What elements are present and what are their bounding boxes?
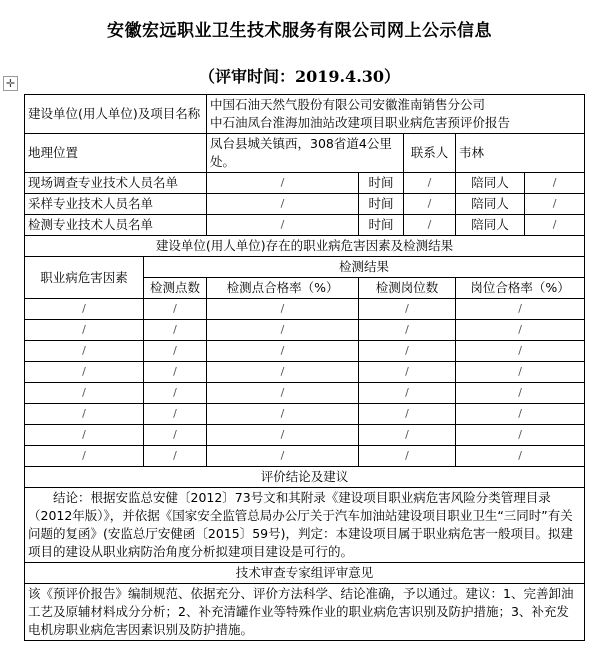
staff-row [25, 173, 585, 194]
results-header-row [25, 257, 585, 278]
contact-value: 韦林 [456, 134, 585, 173]
conclusion-section-row [25, 467, 585, 488]
table-cell: / [144, 383, 207, 404]
unit-value-line2: 中石油凤台淮海加油站改建项目职业病危害预评价报告 [210, 115, 511, 130]
staff-value: / [207, 215, 359, 236]
table-cell: / [207, 446, 359, 467]
info-table [24, 94, 585, 641]
table-cell: / [456, 446, 585, 467]
table-cell: / [207, 362, 359, 383]
table-row [25, 446, 585, 467]
location-label: 地理位置 [25, 134, 207, 173]
time-label: 时间 [359, 215, 404, 236]
table-cell: / [25, 299, 144, 320]
table-row [25, 425, 585, 446]
table-cell: / [359, 299, 456, 320]
table-cell: / [25, 425, 144, 446]
conclusion-section-title: 评价结论及建议 [25, 467, 585, 488]
companion-value: / [525, 194, 585, 215]
factor-header: 职业病危害因素 [25, 257, 144, 299]
companion-label: 陪同人 [456, 173, 525, 194]
table-cell: / [144, 425, 207, 446]
table-cell: / [207, 320, 359, 341]
table-cell: / [359, 341, 456, 362]
companion-label: 陪同人 [456, 215, 525, 236]
table-cell: / [207, 341, 359, 362]
table-cell: / [207, 404, 359, 425]
conclusion-text: 结论：根据安监总安健〔2012〕73号文和其附录《建设项目职业病危害风险分类管理目录（2012年版）》，并依据《国家安全监管总局办公厅关于汽车加油站建设项目职业卫生“三同时”有关问题的复函》(安监总厅安健函〔2015〕59号)，判定：本建设项目属于职业病危害一般项目。拟建项目的建设从职业病防治角度分析拟建项目建设是可行的。 [25, 488, 585, 563]
table-cell: / [144, 362, 207, 383]
conclusion-row [25, 488, 585, 563]
staff-value: / [207, 194, 359, 215]
column-header: 检测点合格率（%） [207, 278, 359, 299]
time-value: / [404, 194, 456, 215]
companion-label: 陪同人 [456, 194, 525, 215]
table-cell: / [25, 446, 144, 467]
table-cell: / [144, 320, 207, 341]
table-cell: / [456, 299, 585, 320]
table-row [25, 404, 585, 425]
table-cell: / [456, 362, 585, 383]
table-cell: / [456, 341, 585, 362]
table-cell: / [144, 446, 207, 467]
results-section-row [25, 236, 585, 257]
table-row [25, 320, 585, 341]
table-cell: / [207, 425, 359, 446]
unit-value-line1: 中国石油天然气股份有限公司安徽淮南销售分公司 [210, 97, 486, 112]
table-cell: / [456, 320, 585, 341]
unit-label: 建设单位(用人单位)及项目名称 [25, 95, 207, 134]
location-value: 凤台县城关镇西，308省道4公里处。 [207, 134, 404, 173]
staff-label: 现场调查专业技术人员名单 [25, 173, 207, 194]
staff-label: 检测专业技术人员名单 [25, 215, 207, 236]
staff-row [25, 194, 585, 215]
table-row [25, 341, 585, 362]
table-cell: / [359, 425, 456, 446]
table-cell: / [144, 299, 207, 320]
table-cell: / [25, 341, 144, 362]
table-cell: / [359, 446, 456, 467]
companion-value: / [525, 173, 585, 194]
table-row [25, 383, 585, 404]
review-text: 该《预评价报告》编制规范、依据充分、评价方法科学、结论准确，予以通过。建议：1、完善卸油工艺及原辅材料成分分析；2、补充清罐作业等特殊作业的职业病危害识别及防护措施；3、补充发电机房职业病危害因素识别及防护措施。 [25, 584, 585, 641]
location-row [25, 134, 585, 173]
column-header: 岗位合格率（%） [456, 278, 585, 299]
table-cell: / [359, 320, 456, 341]
companion-value: / [525, 215, 585, 236]
table-cell: / [144, 341, 207, 362]
staff-label: 采样专业技术人员名单 [25, 194, 207, 215]
time-value: / [404, 173, 456, 194]
page-title: 安徽宏远职业卫生技术服务有限公司网上公示信息 [107, 21, 492, 41]
table-cell: / [25, 362, 144, 383]
table-cell: / [359, 383, 456, 404]
review-time: （评审时间：2019.4.30） [198, 67, 401, 86]
time-label: 时间 [359, 194, 404, 215]
table-row [25, 362, 585, 383]
contact-label: 联系人 [404, 134, 456, 173]
results-section-title: 建设单位(用人单位)存在的职业病危害因素及检测结果 [25, 236, 585, 257]
table-cell: / [359, 362, 456, 383]
table-cell: / [456, 425, 585, 446]
table-move-handle-icon[interactable]: ✛ [3, 76, 18, 91]
unit-row [25, 95, 585, 134]
review-row [25, 584, 585, 641]
review-section-title: 技术审查专家组评审意见 [25, 563, 585, 584]
table-cell: / [207, 383, 359, 404]
table-row [25, 299, 585, 320]
table-cell: / [207, 299, 359, 320]
table-cell: / [25, 320, 144, 341]
table-cell: / [456, 404, 585, 425]
table-cell: / [359, 404, 456, 425]
table-cell: / [25, 404, 144, 425]
results-header: 检测结果 [144, 257, 585, 278]
column-header: 检测岗位数 [359, 278, 456, 299]
staff-value: / [207, 173, 359, 194]
table-cell: / [456, 383, 585, 404]
unit-value [207, 95, 585, 134]
time-label: 时间 [359, 173, 404, 194]
staff-row [25, 215, 585, 236]
table-cell: / [25, 383, 144, 404]
time-value: / [404, 215, 456, 236]
table-cell: / [144, 404, 207, 425]
column-header: 检测点数 [144, 278, 207, 299]
review-section-row [25, 563, 585, 584]
